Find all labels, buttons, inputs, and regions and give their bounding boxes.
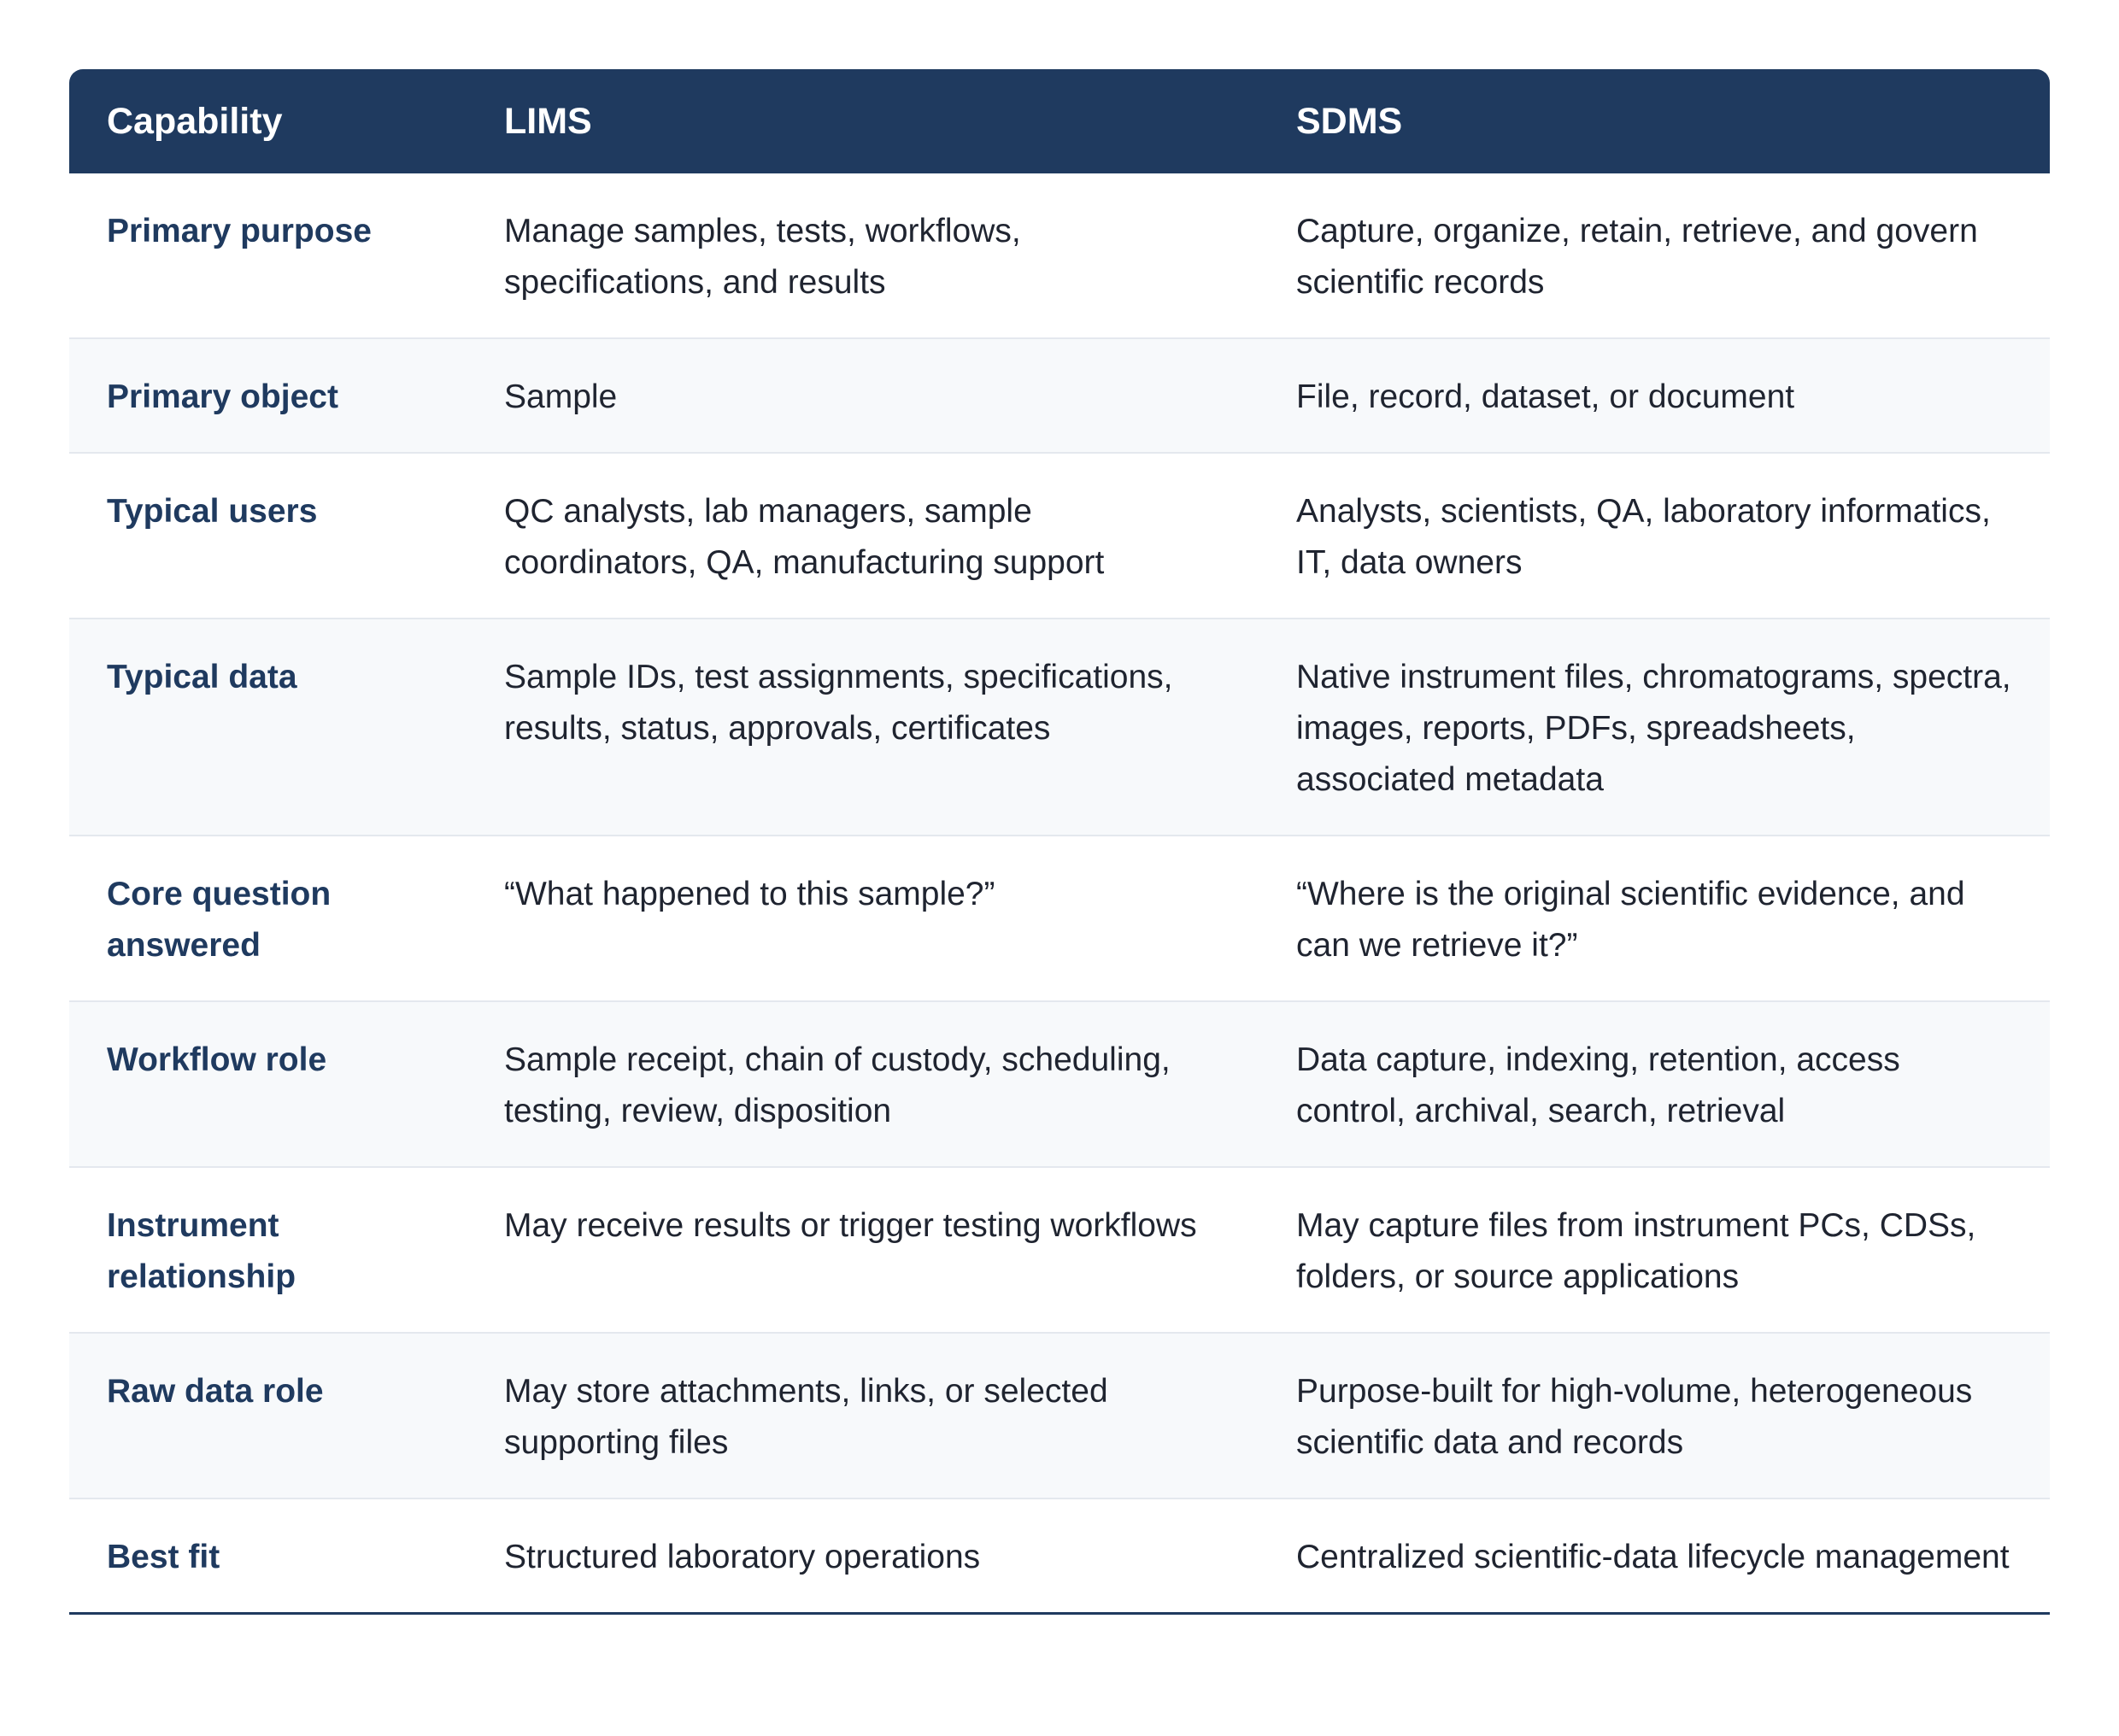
lims-cell: May receive results or trigger testing workflows bbox=[467, 1167, 1259, 1333]
capability-cell: Typical data bbox=[69, 619, 467, 836]
header-capability: Capability bbox=[69, 69, 467, 173]
header-row bbox=[69, 69, 2050, 173]
header-lims: LIMS bbox=[467, 69, 1259, 173]
capability-cell: Instrument relationship bbox=[69, 1167, 467, 1333]
capability-cell: Workflow role bbox=[69, 1001, 467, 1167]
lims-cell: “What happened to this sample?” bbox=[467, 836, 1259, 1001]
sdms-cell: Analysts, scientists, QA, laboratory informatics, IT, data owners bbox=[1259, 453, 2050, 619]
sdms-cell: Native instrument files, chromatograms, spectra, images, reports, PDFs, spreadsheets, associated metadata bbox=[1259, 619, 2050, 836]
lims-cell: Sample bbox=[467, 338, 1259, 453]
comparison-table-container bbox=[69, 69, 2050, 1615]
table-row bbox=[69, 619, 2050, 836]
table-row bbox=[69, 1333, 2050, 1498]
capability-cell: Primary purpose bbox=[69, 173, 467, 338]
table-row bbox=[69, 338, 2050, 453]
lims-vs-sdms-table bbox=[69, 69, 2050, 1615]
sdms-cell: Purpose-built for high-volume, heterogeneous scientific data and records bbox=[1259, 1333, 2050, 1498]
capability-cell: Best fit bbox=[69, 1498, 467, 1614]
table-body bbox=[69, 173, 2050, 1614]
table-row bbox=[69, 1001, 2050, 1167]
table-row bbox=[69, 453, 2050, 619]
sdms-cell: “Where is the original scientific evidence, and can we retrieve it?” bbox=[1259, 836, 2050, 1001]
table-row bbox=[69, 836, 2050, 1001]
lims-cell: Sample receipt, chain of custody, scheduling, testing, review, disposition bbox=[467, 1001, 1259, 1167]
lims-cell: Structured laboratory operations bbox=[467, 1498, 1259, 1614]
sdms-cell: File, record, dataset, or document bbox=[1259, 338, 2050, 453]
sdms-cell: Centralized scientific-data lifecycle management bbox=[1259, 1498, 2050, 1614]
header-sdms: SDMS bbox=[1259, 69, 2050, 173]
table-row bbox=[69, 173, 2050, 338]
sdms-cell: Capture, organize, retain, retrieve, and govern scientific records bbox=[1259, 173, 2050, 338]
lims-cell: QC analysts, lab managers, sample coordinators, QA, manufacturing support bbox=[467, 453, 1259, 619]
sdms-cell: May capture files from instrument PCs, CDSs, folders, or source applications bbox=[1259, 1167, 2050, 1333]
capability-cell: Raw data role bbox=[69, 1333, 467, 1498]
table-row bbox=[69, 1498, 2050, 1614]
lims-cell: May store attachments, links, or selected supporting files bbox=[467, 1333, 1259, 1498]
lims-cell: Sample IDs, test assignments, specifications, results, status, approvals, certificates bbox=[467, 619, 1259, 836]
capability-cell: Typical users bbox=[69, 453, 467, 619]
table-header bbox=[69, 69, 2050, 173]
lims-cell: Manage samples, tests, workflows, specifications, and results bbox=[467, 173, 1259, 338]
capability-cell: Primary object bbox=[69, 338, 467, 453]
capability-cell: Core question answered bbox=[69, 836, 467, 1001]
sdms-cell: Data capture, indexing, retention, access control, archival, search, retrieval bbox=[1259, 1001, 2050, 1167]
table-row bbox=[69, 1167, 2050, 1333]
